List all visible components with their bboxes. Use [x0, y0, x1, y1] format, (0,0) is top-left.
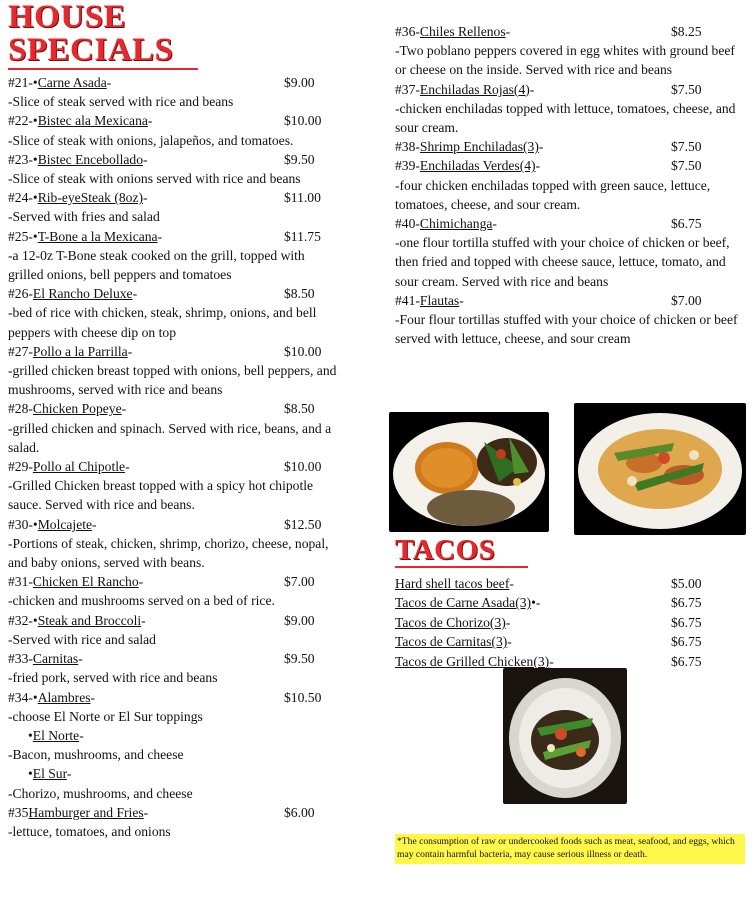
- menu-item: [8, 73, 338, 111]
- item-description: -grilled chicken and spinach. Served with rice, beans, and a salad.: [8, 420, 332, 455]
- menu-item-heading: [395, 156, 745, 175]
- item-separator: -: [529, 81, 535, 97]
- menu-item-heading: [8, 515, 338, 534]
- food-safety-disclaimer: *The consumption of raw or undercooked foods such as meat, seafood, and eggs, which may contain harmful bacteria, may cause serious illness or death.: [395, 834, 745, 864]
- item-name: Chicken El Rancho: [32, 574, 139, 590]
- menu-item: [8, 457, 338, 515]
- item-separator: -: [538, 139, 544, 155]
- taco-price: $6.75: [671, 653, 702, 669]
- item-name: Carnitas: [32, 651, 79, 667]
- item-separator: -: [143, 190, 148, 206]
- item-price: $6.00: [284, 804, 315, 820]
- left-column: [8, 0, 338, 841]
- menu-item-heading: [395, 214, 745, 233]
- menu-item-heading: [395, 137, 745, 156]
- item-separator: -: [492, 216, 497, 232]
- item-separator: -: [125, 459, 130, 475]
- item-separator: -: [143, 151, 148, 167]
- menu-item-heading: [8, 649, 338, 668]
- item-separator: -: [132, 286, 138, 302]
- item-number: #27-: [8, 343, 33, 359]
- item-name: T-Bone a la Mexicana: [37, 228, 158, 244]
- item-price: $10.00: [284, 459, 322, 475]
- item-name: Pollo al Chipotle: [32, 459, 126, 475]
- item-number: #41-: [395, 292, 420, 308]
- item-name: Alambres: [37, 689, 91, 705]
- taco-item: [395, 593, 745, 612]
- taco-name: Tacos de Carne Asada(3): [395, 595, 532, 611]
- menu-item: [8, 611, 338, 649]
- menu-item-heading: [395, 291, 745, 310]
- item-description: -Served with rice and salad: [8, 631, 156, 647]
- item-price: $9.00: [284, 612, 315, 628]
- item-number: #38-: [395, 139, 420, 155]
- taco-item: [395, 632, 745, 651]
- item-number: #33-: [8, 651, 33, 667]
- menu-item-heading: [8, 457, 338, 476]
- food-photo-alambres: [574, 403, 746, 535]
- item-name: Flautas: [419, 292, 460, 308]
- taco-item: [395, 613, 745, 632]
- item-name: Chiles Rellenos: [419, 24, 506, 39]
- item-separator: -: [78, 651, 83, 667]
- item-number: •: [28, 727, 33, 743]
- item-name: Bistec Encebollado: [37, 151, 144, 167]
- item-description: -a 12-0z T-Bone steak cooked on the grill, topped with grilled onions, bell peppers and tomatoes: [8, 247, 305, 283]
- house-specials-list: [8, 73, 338, 841]
- item-number: #23-•: [8, 151, 38, 167]
- item-separator: -: [90, 689, 96, 705]
- item-description: -lettuce, tomatoes, and onions: [8, 823, 171, 839]
- item-description: -Slice of steak with onions served with rice and beans: [8, 171, 301, 187]
- food-photo-tacos: [503, 668, 627, 804]
- item-description: -Two poblano peppers covered in egg whites with ground beef or cheese on the inside. Served with rice and beans: [395, 43, 735, 78]
- taco-price: $6.75: [671, 614, 702, 630]
- item-price: $9.00: [284, 75, 315, 90]
- taco-item: [395, 652, 745, 671]
- item-name: Chicken Popeye: [32, 401, 122, 417]
- menu-item: [395, 137, 745, 156]
- item-number: #36-: [395, 24, 420, 39]
- item-number: #22-•: [8, 113, 38, 129]
- item-number: #21-•: [8, 75, 38, 90]
- tacos-title-rule: [395, 566, 528, 568]
- item-separator: -: [92, 516, 97, 532]
- menu-item: [395, 291, 745, 349]
- item-price: $12.50: [284, 516, 322, 532]
- item-separator: -: [138, 574, 144, 590]
- item-price: $8.50: [284, 401, 315, 417]
- item-description: -choose El Norte or El Sur toppings: [8, 708, 203, 724]
- menu-item: [395, 156, 745, 214]
- item-number: #37-: [395, 81, 420, 97]
- item-description: -Four flour tortillas stuffed with your choice of chicken or beef served with lettuce, cheese, and sour cream: [395, 312, 738, 347]
- taco-item: [395, 574, 745, 593]
- item-separator: -: [147, 113, 153, 129]
- item-price: $6.75: [671, 216, 702, 232]
- item-name: Chimichanga: [419, 216, 493, 232]
- menu-item-heading: [8, 726, 338, 745]
- item-price: $10.50: [284, 689, 322, 705]
- menu-item-heading: [8, 399, 338, 418]
- item-description: -grilled chicken breast topped with onions, bell peppers, and mushrooms, served with rice and beans: [8, 363, 337, 398]
- menu-item-heading: [395, 80, 745, 99]
- taco-price: $5.00: [671, 576, 702, 591]
- item-price: $11.00: [284, 190, 321, 206]
- title-rule: [8, 68, 198, 70]
- item-description: -Chorizo, mushrooms, and cheese: [8, 785, 193, 801]
- item-name: Rib-eyeSteak (8oz): [37, 190, 143, 206]
- item-separator: -: [79, 727, 84, 743]
- taco-suffix: -: [505, 614, 511, 630]
- item-price: $7.00: [671, 292, 702, 308]
- item-description: -chicken enchiladas topped with lettuce, tomatoes, cheese, and sour cream.: [395, 100, 736, 136]
- item-separator: -: [535, 158, 541, 174]
- item-name: El Norte: [32, 727, 80, 743]
- item-number: #31-: [8, 574, 33, 590]
- item-price: $7.50: [671, 158, 702, 174]
- item-description: -Served with fries and salad: [8, 209, 160, 225]
- taco-suffix: -: [549, 653, 554, 669]
- menu-item: [8, 726, 338, 764]
- menu-item-heading: [8, 611, 338, 630]
- tacos-title: TACOS: [395, 534, 496, 566]
- item-number: #35: [8, 804, 29, 820]
- menu-item: [8, 342, 338, 400]
- menu-item: [395, 80, 745, 138]
- item-number: #24-•: [8, 190, 38, 206]
- right-menu-list: [395, 22, 745, 348]
- item-name: El Rancho Deluxe: [32, 286, 133, 302]
- title-line-1: HOUSE: [8, 0, 127, 35]
- menu-item: [395, 214, 745, 291]
- right-column: [395, 22, 745, 348]
- menu-item: [8, 284, 338, 342]
- item-price: $8.50: [284, 286, 315, 302]
- taco-suffix: -: [507, 634, 512, 650]
- item-separator: -: [127, 343, 133, 359]
- menu-item-heading: [8, 227, 338, 246]
- menu-item-heading: [8, 764, 338, 783]
- item-separator: -: [143, 804, 149, 820]
- item-description: -Grilled Chicken breast topped with a spicy hot chipotle sauce. Served with rice and beans.: [8, 478, 314, 513]
- item-price: $10.00: [284, 343, 322, 359]
- item-price: $8.25: [671, 24, 702, 39]
- menu-item-heading: [8, 688, 338, 707]
- item-description: -Portions of steak, chicken, shrimp, chorizo, cheese, nopal, and baby onions, served with beans.: [8, 535, 329, 571]
- item-name: Molcajete: [37, 516, 93, 532]
- menu-item: [8, 572, 338, 610]
- menu-item: [8, 399, 338, 457]
- item-separator: -: [157, 228, 163, 244]
- item-number: #26-: [8, 286, 33, 302]
- title-line-2: SPECIALS: [8, 32, 174, 68]
- item-name: Shrimp Enchiladas(3): [419, 139, 539, 155]
- item-separator: -: [141, 612, 146, 628]
- item-separator: -: [459, 292, 464, 308]
- item-number: #29-: [8, 459, 33, 475]
- item-name: Enchiladas Verdes(4): [419, 158, 536, 174]
- taco-name: Hard shell tacos beef: [395, 576, 510, 591]
- house-specials-title: [8, 0, 338, 67]
- item-name: Carne Asada: [37, 75, 107, 90]
- item-separator: -: [121, 401, 127, 417]
- item-price: $10.00: [284, 113, 322, 129]
- item-number: #28-: [8, 401, 33, 417]
- item-description: -one flour tortilla stuffed with your choice of chicken or beef, then fried and topped with cheese sauce, lettuce, tomato, and sour cream. Served with rice and beans: [395, 235, 730, 289]
- menu-item: [8, 764, 338, 802]
- menu-item-heading: [8, 150, 338, 169]
- item-name: Bistec ala Mexicana: [37, 113, 148, 129]
- taco-name: Tacos de Grilled Chicken(3): [395, 653, 550, 669]
- taco-price: $6.75: [671, 634, 702, 650]
- menu-item-heading: [8, 572, 338, 591]
- item-price: $11.75: [284, 228, 321, 244]
- menu-item: [8, 111, 338, 149]
- item-price: $9.50: [284, 151, 315, 167]
- menu-item: [8, 803, 338, 841]
- item-price: $7.50: [671, 139, 702, 155]
- menu-item: [8, 188, 338, 226]
- item-number: #32-•: [8, 612, 38, 628]
- item-separator: -: [106, 75, 112, 90]
- item-description: -chicken and mushrooms served on a bed of rice.: [8, 593, 275, 609]
- menu-item: [8, 150, 338, 188]
- item-description: -fried pork, served with rice and beans: [8, 670, 218, 686]
- tacos-section: [395, 535, 745, 671]
- menu-item-heading: [8, 73, 338, 92]
- item-description: -bed of rice with chicken, steak, shrimp, onions, and bell peppers with cheese dip on top: [8, 305, 317, 340]
- menu-item-heading: [8, 284, 338, 303]
- item-number: #40-: [395, 216, 420, 232]
- item-price: $9.50: [284, 651, 315, 667]
- menu-item-heading: [395, 22, 745, 41]
- item-separator: -: [66, 766, 72, 782]
- menu-item: [8, 515, 338, 573]
- item-number: #25-•: [8, 228, 38, 244]
- item-description: -Bacon, mushrooms, and cheese: [8, 747, 184, 763]
- menu-item-heading: [8, 342, 338, 361]
- menu-item-heading: [8, 111, 338, 130]
- item-separator: -: [505, 24, 511, 39]
- menu-item-heading: [8, 803, 338, 822]
- item-name: Hamburger and Fries: [28, 804, 144, 820]
- taco-price: $6.75: [671, 595, 702, 611]
- taco-name: Tacos de Carnitas(3): [395, 634, 508, 650]
- item-description: -four chicken enchiladas topped with green sauce, lettuce, tomatoes, cheese, and sour cream.: [395, 177, 711, 212]
- menu-item: [395, 22, 745, 80]
- item-price: $7.00: [284, 574, 315, 590]
- item-number: #39-: [395, 158, 420, 174]
- item-number: •: [28, 766, 33, 782]
- item-name: Enchiladas Rojas(4): [419, 81, 530, 97]
- item-description: -Slice of steak served with rice and beans: [8, 94, 234, 110]
- item-number: #34-•: [8, 689, 38, 705]
- item-description: -Slice of steak with onions, jalapeños, and tomatoes.: [8, 132, 294, 148]
- tacos-list: [395, 574, 745, 671]
- item-number: #30-•: [8, 516, 38, 532]
- item-name: Steak and Broccoli: [37, 612, 142, 628]
- item-name: Pollo a la Parrilla: [32, 343, 128, 359]
- item-name: El Sur: [32, 766, 67, 782]
- menu-item: [8, 227, 338, 285]
- menu-item: [8, 649, 338, 687]
- taco-suffix: -: [509, 576, 514, 591]
- menu-item-heading: [8, 188, 338, 207]
- taco-suffix: •-: [531, 595, 541, 611]
- item-price: $7.50: [671, 81, 702, 97]
- food-photo-enchiladas: [389, 412, 549, 532]
- taco-name: Tacos de Chorizo(3): [395, 614, 506, 630]
- menu-item: [8, 688, 338, 726]
